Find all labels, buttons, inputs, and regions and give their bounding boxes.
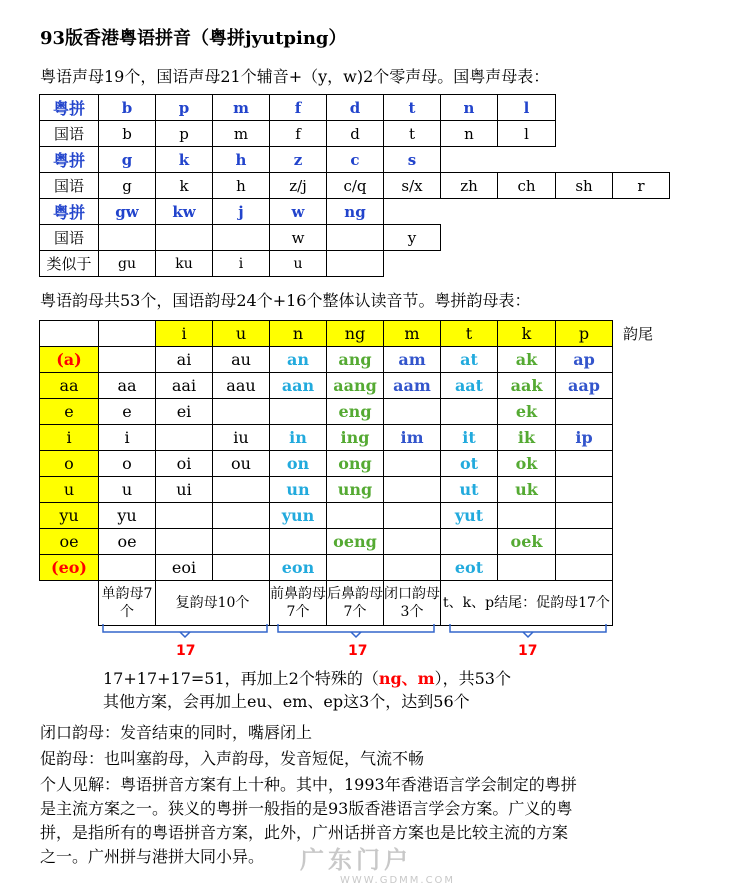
note-opinion-1: 个人见解：粤语拼音方案有上十种。其中，1993年香港语言学会制定的粤拼 xyxy=(40,775,577,794)
empty-cell xyxy=(556,199,613,225)
vowel-cell: ui xyxy=(156,477,213,503)
vowel-cell xyxy=(556,451,613,477)
empty-cell xyxy=(40,581,99,626)
consonant-cell: k xyxy=(156,147,213,173)
consonant-row xyxy=(40,199,670,225)
vowel-cell: ut xyxy=(441,477,498,503)
brace-middle xyxy=(278,624,434,632)
count-stop: 17 xyxy=(518,643,538,659)
group-simple: 单韵母7个 xyxy=(99,581,156,626)
empty-cell xyxy=(613,451,671,477)
consonant-cell: c xyxy=(327,147,384,173)
consonant-cell: p xyxy=(156,121,213,147)
consonant-cell: i xyxy=(213,251,270,277)
vowel-nucleus: (a) xyxy=(40,347,99,373)
vowel-cell xyxy=(441,529,498,555)
vowel-cell: iu xyxy=(213,425,270,451)
empty-cell xyxy=(613,555,671,581)
sum-special: ng、m xyxy=(378,669,435,688)
brace-left xyxy=(103,624,267,632)
vowel-cell: aa xyxy=(99,373,156,399)
vowel-header-cell: p xyxy=(556,321,613,347)
vowel-row xyxy=(40,373,671,399)
empty-cell xyxy=(441,199,498,225)
vowel-cell: yun xyxy=(270,503,327,529)
consonant-row xyxy=(40,225,670,251)
consonant-row xyxy=(40,147,670,173)
vowel-cell: oeng xyxy=(327,529,384,555)
consonant-cell: z/j xyxy=(270,173,327,199)
consonant-cell: g xyxy=(99,147,156,173)
consonant-cell: z xyxy=(270,147,327,173)
vowel-table xyxy=(39,320,671,626)
vowel-cell xyxy=(556,529,613,555)
empty-cell xyxy=(498,199,556,225)
vowel-cell: ak xyxy=(498,347,556,373)
consonant-table xyxy=(39,94,670,277)
vowel-header-cell: t xyxy=(441,321,498,347)
sum-line-1 xyxy=(103,666,511,689)
vowel-cell: au xyxy=(213,347,270,373)
vowel-cell xyxy=(156,425,213,451)
sum-text-b: ），共53个 xyxy=(434,669,511,688)
vowel-row xyxy=(40,347,671,373)
group-front-nasal: 前鼻韵母7个 xyxy=(270,581,327,626)
vowel-cell: ung xyxy=(327,477,384,503)
consonant-cell: y xyxy=(384,225,441,251)
vowel-header-cell: ng xyxy=(327,321,384,347)
vowel-cell xyxy=(99,555,156,581)
consonant-cell xyxy=(213,225,270,251)
brace-right xyxy=(450,624,606,632)
empty-cell xyxy=(556,251,613,277)
vowel-cell xyxy=(270,529,327,555)
consonant-cell: b xyxy=(99,95,156,121)
consonant-cell: f xyxy=(270,95,327,121)
empty-cell xyxy=(613,581,671,626)
vowel-cell: aat xyxy=(441,373,498,399)
consonant-cell: l xyxy=(498,95,556,121)
vowel-cell xyxy=(99,347,156,373)
sum-line-2: 其他方案，会再加上eu、em、ep这3个，达到56个 xyxy=(103,692,470,711)
consonant-cell: f xyxy=(270,121,327,147)
consonant-cell: m xyxy=(213,121,270,147)
vowel-nucleus: i xyxy=(40,425,99,451)
empty-cell xyxy=(613,347,671,373)
vowel-row xyxy=(40,451,671,477)
group-stop: t、k、p结尾：促韵母17个 xyxy=(441,581,613,626)
consonant-cell: kw xyxy=(156,199,213,225)
consonant-row-label: 粤拼 xyxy=(40,95,99,121)
consonant-cell: c/q xyxy=(327,173,384,199)
vowel-cell: aang xyxy=(327,373,384,399)
empty-cell xyxy=(498,147,556,173)
coda-label: 韵尾 xyxy=(623,325,654,343)
vowel-cell: ap xyxy=(556,347,613,373)
empty-cell xyxy=(613,425,671,451)
empty-cell xyxy=(556,225,613,251)
vowel-header-cell: n xyxy=(270,321,327,347)
empty-cell xyxy=(613,477,671,503)
vowel-cell: yut xyxy=(441,503,498,529)
vowel-cell xyxy=(213,477,270,503)
consonant-cell: p xyxy=(156,95,213,121)
vowel-header-cell: m xyxy=(384,321,441,347)
empty-cell xyxy=(613,373,671,399)
empty-cell xyxy=(384,251,441,277)
vowel-cell: o xyxy=(99,451,156,477)
consonant-cell: t xyxy=(384,121,441,147)
consonant-intro: 粤语声母19个，国语声母21个辅音+（y，w)2个零声母。国粤声母表： xyxy=(40,67,550,86)
vowel-cell xyxy=(441,399,498,425)
consonant-cell: t xyxy=(384,95,441,121)
vowel-header-cell: i xyxy=(156,321,213,347)
vowel-nucleus: u xyxy=(40,477,99,503)
vowel-cell: at xyxy=(441,347,498,373)
vowel-cell xyxy=(384,503,441,529)
vowel-cell: ai xyxy=(156,347,213,373)
consonant-cell: sh xyxy=(556,173,613,199)
vowel-cell: ok xyxy=(498,451,556,477)
vowel-cell xyxy=(213,503,270,529)
consonant-cell: ch xyxy=(498,173,556,199)
vowel-intro: 粤语韵母共53个，国语韵母24个+16个整体认读音节。粤拼韵母表： xyxy=(40,291,531,310)
note-opinion-3: 拼，是指所有的粤语拼音方案，此外，广州话拼音方案也是比较主流的方案 xyxy=(40,823,569,842)
empty-cell xyxy=(613,529,671,555)
consonant-cell: zh xyxy=(441,173,498,199)
consonant-row xyxy=(40,173,670,199)
vowel-row xyxy=(40,555,671,581)
group-back-nasal: 后鼻韵母7个 xyxy=(327,581,384,626)
consonant-cell: gu xyxy=(99,251,156,277)
brace-lines xyxy=(100,622,620,644)
vowel-cell: i xyxy=(99,425,156,451)
watermark-sub: WWW.GDMM.COM xyxy=(340,875,456,886)
vowel-cell: oi xyxy=(156,451,213,477)
vowel-cell: ang xyxy=(327,347,384,373)
sum-text-a: 17+17+17=51，再加上2个特殊的（ xyxy=(103,669,379,688)
vowel-cell xyxy=(384,529,441,555)
consonant-cell: r xyxy=(613,173,670,199)
consonant-cell: w xyxy=(270,199,327,225)
note-opinion-4: 之一。广州拼与港拼大同小异。 xyxy=(40,847,265,866)
vowel-cell xyxy=(384,451,441,477)
vowel-cell: ei xyxy=(156,399,213,425)
consonant-cell: b xyxy=(99,121,156,147)
consonant-cell: d xyxy=(327,95,384,121)
consonant-cell: n xyxy=(441,121,498,147)
empty-cell xyxy=(556,95,613,121)
vowel-cell: aap xyxy=(556,373,613,399)
vowel-cell: it xyxy=(441,425,498,451)
vowel-nucleus: o xyxy=(40,451,99,477)
consonant-cell: ng xyxy=(327,199,384,225)
vowel-cell: ik xyxy=(498,425,556,451)
empty-cell xyxy=(441,147,498,173)
vowel-cell: ing xyxy=(327,425,384,451)
empty-cell xyxy=(384,199,441,225)
vowel-cell xyxy=(498,555,556,581)
vowel-cell: ip xyxy=(556,425,613,451)
vowel-cell xyxy=(384,555,441,581)
vowel-cell: yu xyxy=(99,503,156,529)
vowel-cell xyxy=(556,555,613,581)
count-compound: 17 xyxy=(176,643,196,659)
vowel-header-cell: k xyxy=(498,321,556,347)
consonant-cell: h xyxy=(213,173,270,199)
vowel-header-cell: u xyxy=(213,321,270,347)
consonant-cell xyxy=(327,225,384,251)
vowel-cell xyxy=(498,503,556,529)
consonant-cell xyxy=(327,251,384,277)
vowel-row xyxy=(40,503,671,529)
vowel-cell: oe xyxy=(99,529,156,555)
vowel-cell: oek xyxy=(498,529,556,555)
empty-cell xyxy=(613,199,670,225)
consonant-cell: gw xyxy=(99,199,156,225)
consonant-cell: m xyxy=(213,95,270,121)
consonant-cell: w xyxy=(270,225,327,251)
vowel-nucleus: yu xyxy=(40,503,99,529)
empty-cell xyxy=(498,225,556,251)
empty-cell xyxy=(613,121,670,147)
vowel-nucleus: oe xyxy=(40,529,99,555)
vowel-cell xyxy=(270,399,327,425)
consonant-row-label: 国语 xyxy=(40,225,99,251)
consonant-cell: ku xyxy=(156,251,213,277)
vowel-cell: uk xyxy=(498,477,556,503)
vowel-row xyxy=(40,425,671,451)
vowel-cell: eoi xyxy=(156,555,213,581)
count-nasal: 17 xyxy=(348,643,368,659)
vowel-cell xyxy=(556,477,613,503)
consonant-row xyxy=(40,251,670,277)
consonant-row-label: 粤拼 xyxy=(40,199,99,225)
vowel-cell: un xyxy=(270,477,327,503)
consonant-row xyxy=(40,95,670,121)
vowel-cell: aai xyxy=(156,373,213,399)
vowel-nucleus: e xyxy=(40,399,99,425)
vowel-cell: u xyxy=(99,477,156,503)
group-closed: 闭口韵母3个 xyxy=(384,581,441,626)
empty-cell xyxy=(613,399,671,425)
empty-cell xyxy=(613,503,671,529)
consonant-cell: k xyxy=(156,173,213,199)
note-closed: 闭口韵母：发音结束的同时，嘴唇闭上 xyxy=(40,723,313,742)
consonant-cell: l xyxy=(498,121,556,147)
vowel-cell: eng xyxy=(327,399,384,425)
vowel-cell xyxy=(156,503,213,529)
consonant-cell: n xyxy=(441,95,498,121)
watermark xyxy=(300,840,455,886)
vowel-row xyxy=(40,529,671,555)
vowel-cell: im xyxy=(384,425,441,451)
vowel-nucleus: aa xyxy=(40,373,99,399)
vowel-cell: eon xyxy=(270,555,327,581)
consonant-cell xyxy=(156,225,213,251)
vowel-group-row xyxy=(40,581,671,626)
consonant-cell: g xyxy=(99,173,156,199)
vowel-cell xyxy=(556,399,613,425)
vowel-cell: ek xyxy=(498,399,556,425)
note-opinion-2: 是主流方案之一。狭义的粤拼一般指的是93版香港语言学会方案。广义的粤 xyxy=(40,799,573,818)
vowel-header-row xyxy=(40,321,671,347)
group-compound: 复韵母10个 xyxy=(156,581,270,626)
vowel-cell: e xyxy=(99,399,156,425)
vowel-cell xyxy=(213,399,270,425)
empty-cell xyxy=(613,95,670,121)
vowel-cell xyxy=(213,555,270,581)
empty-cell xyxy=(498,251,556,277)
consonant-cell: h xyxy=(213,147,270,173)
consonant-row-label: 国语 xyxy=(40,173,99,199)
empty-cell xyxy=(556,121,613,147)
consonant-row xyxy=(40,121,670,147)
vowel-cell xyxy=(156,529,213,555)
consonant-cell: u xyxy=(270,251,327,277)
consonant-cell: s/x xyxy=(384,173,441,199)
vowel-cell: aam xyxy=(384,373,441,399)
vowel-cell: am xyxy=(384,347,441,373)
consonant-cell xyxy=(99,225,156,251)
vowel-cell: aau xyxy=(213,373,270,399)
consonant-row-label: 国语 xyxy=(40,121,99,147)
vowel-cell xyxy=(384,477,441,503)
note-stop: 促韵母：也叫塞韵母，入声韵母，发音短促，气流不畅 xyxy=(40,749,425,768)
watermark-text: 广东门户 xyxy=(300,846,412,874)
vowel-cell xyxy=(556,503,613,529)
vowel-cell: aan xyxy=(270,373,327,399)
empty-cell xyxy=(441,225,498,251)
page-title: 93版香港粤语拼音（粤拼jyutping） xyxy=(40,28,347,49)
empty-cell xyxy=(613,225,670,251)
consonant-row-label: 粤拼 xyxy=(40,147,99,173)
vowel-nucleus: (eo) xyxy=(40,555,99,581)
vowel-cell xyxy=(384,399,441,425)
vowel-cell xyxy=(213,529,270,555)
vowel-cell: ong xyxy=(327,451,384,477)
empty-cell xyxy=(613,147,670,173)
vowel-cell xyxy=(327,555,384,581)
consonant-cell: j xyxy=(213,199,270,225)
vowel-cell: an xyxy=(270,347,327,373)
vowel-cell: aak xyxy=(498,373,556,399)
vowel-cell xyxy=(327,503,384,529)
consonant-row-label: 类似于 xyxy=(40,251,99,277)
consonant-cell: d xyxy=(327,121,384,147)
empty-cell xyxy=(441,251,498,277)
vowel-row xyxy=(40,399,671,425)
vowel-cell: eot xyxy=(441,555,498,581)
vowel-header-cell xyxy=(40,321,99,347)
vowel-header-cell xyxy=(99,321,156,347)
empty-cell xyxy=(556,147,613,173)
vowel-cell: in xyxy=(270,425,327,451)
vowel-row xyxy=(40,477,671,503)
vowel-cell: ot xyxy=(441,451,498,477)
vowel-cell: ou xyxy=(213,451,270,477)
vowel-cell: on xyxy=(270,451,327,477)
empty-cell xyxy=(613,251,670,277)
consonant-cell: s xyxy=(384,147,441,173)
